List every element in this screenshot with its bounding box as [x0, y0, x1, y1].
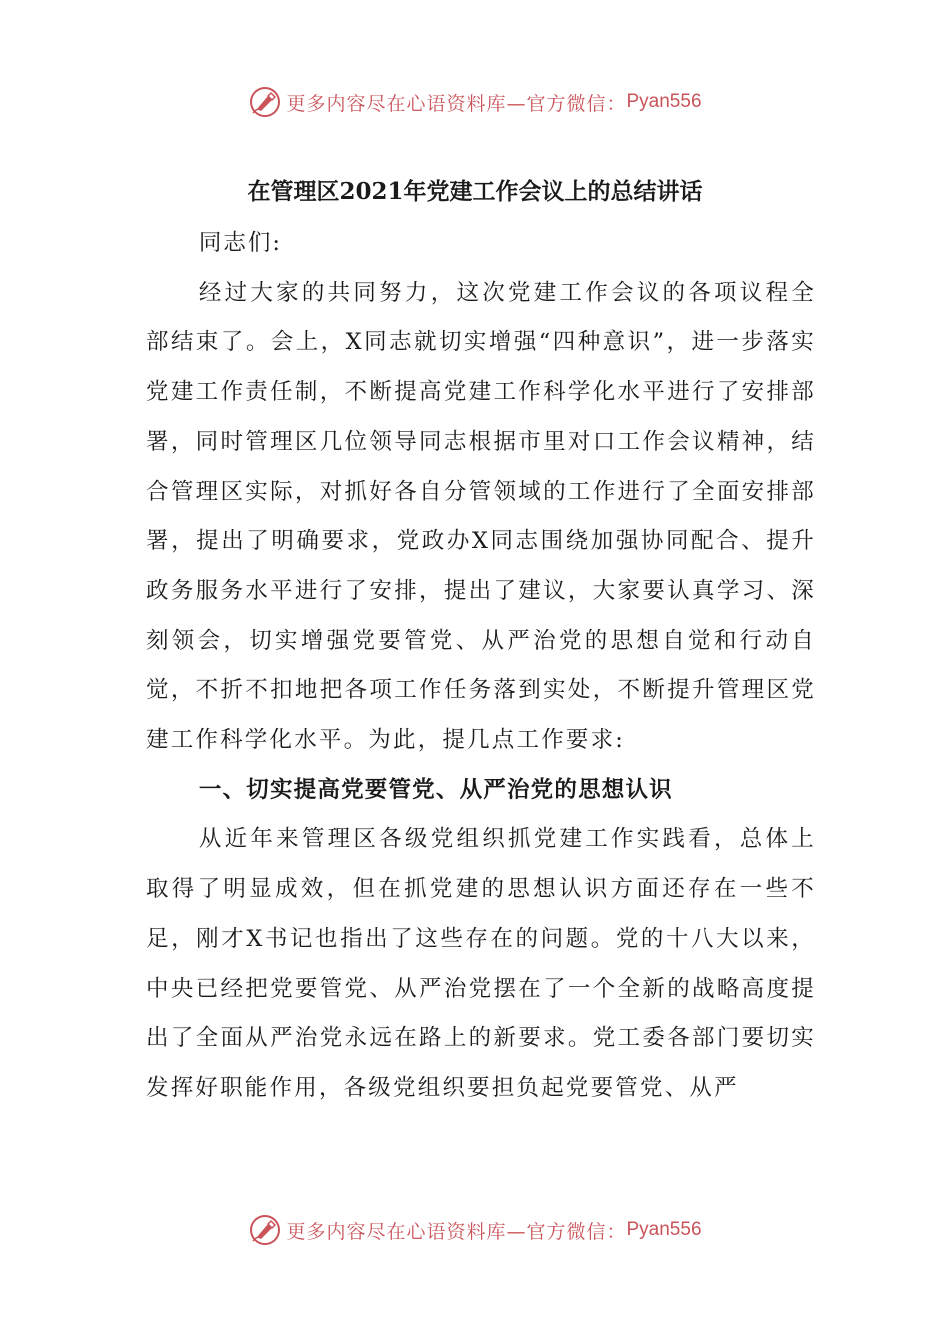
section-paragraph: 从近年来管理区各级党组织抓党建工作实践看，总体上取得了明显成效，但在抓党建的思想认识方面还存在一些不足，刚才X书记也指出了这些存在的问题。党的十八大以来，中央已经把党要管党、从严治党摆在了一个全新的战略高度提出了全面从严治党永远在路上的新要求。党工委各部门要切实发挥好职能作用，各级党组织要担负起党要管党、从严	[146, 826, 816, 1101]
watermark-text: 更多内容尽在心语资料库—官方微信：	[286, 92, 627, 115]
document-body	[146, 219, 816, 1114]
intro-paragraph: 经过大家的共同努力，这次党建工作会议的各项议程全部结束了。会上，X同志就切实增强“四种意识”，进一步落实党建工作责任制，不断提高党建工作科学化水平进行了安排部署，同时管理区几位领导同志根据市里对口工作会议精神，结合管理区实际，对抓好各自分管领域的工作进行了全面安排部署，提出了明确要求，党政办X同志围绕加强协同配合、提升政务服务水平进行了安排，提出了建议，大家要认真学习、深刻领会，切实增强党要管党、从严治党的思想自觉和行动自觉，不折不扣地把各项工作任务落到实处，不断提升管理区党建工作科学化水平。为此，提几点工作要求:	[146, 279, 816, 754]
watermark-text: 更多内容尽在心语资料库—官方微信：	[286, 1220, 627, 1243]
header-watermark	[0, 80, 950, 124]
section-heading: 一、切实提高党要管党、从严治党的思想认识	[198, 776, 673, 803]
watermark-wechat-id: Pyan556	[626, 91, 702, 112]
watermark-wechat-id: Pyan556	[626, 1219, 702, 1240]
document-title: 在管理区2021年党建工作会议上的总结讲话	[247, 178, 703, 205]
salutation: 同志们:	[198, 230, 282, 256]
pen-nib-logo-icon	[248, 1213, 282, 1247]
footer-watermark	[0, 1208, 950, 1252]
pen-nib-logo-icon	[248, 85, 282, 119]
